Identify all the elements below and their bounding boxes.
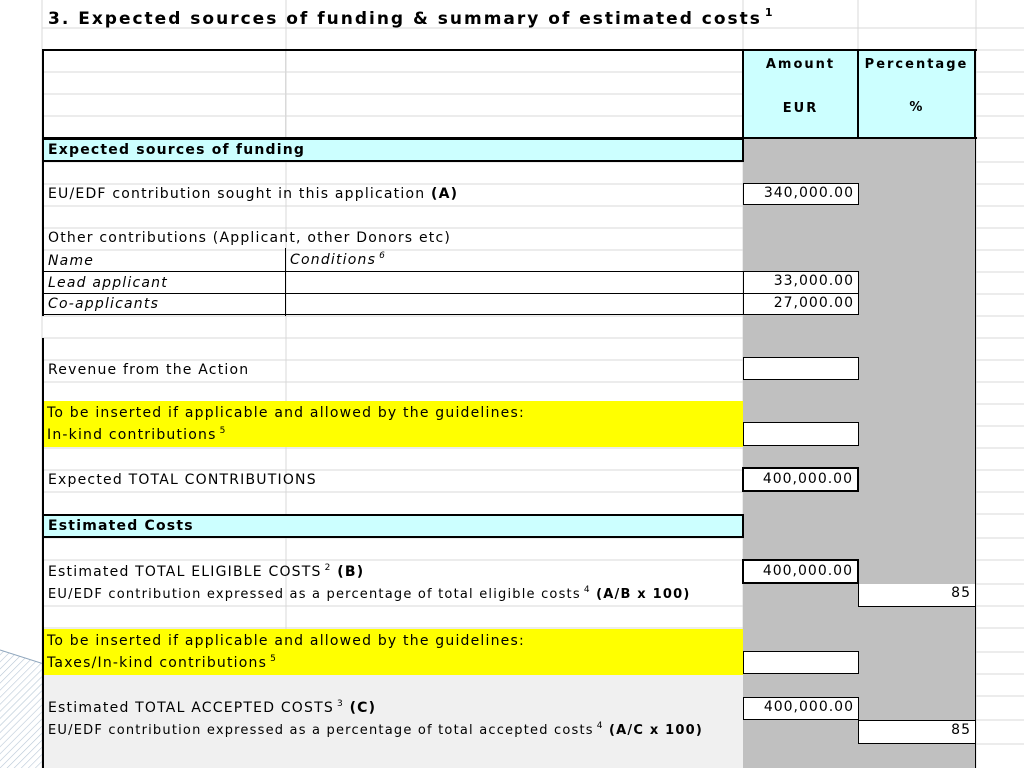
slide-corner-decoration [0, 612, 44, 768]
percent-symbol: % [909, 100, 924, 115]
amount-label: Amount [765, 57, 836, 72]
conditions-divider [285, 248, 286, 316]
co-applicants-conditions[interactable] [287, 294, 742, 314]
revenue-label: Revenue from the Action [48, 362, 250, 378]
taxes-amount[interactable] [743, 651, 859, 674]
accepted-pct-value[interactable]: 85 [858, 720, 976, 744]
lead-applicant-amount[interactable]: 33,000.00 [743, 271, 859, 294]
accepted-costs-amount[interactable]: 400,000.00 [743, 697, 859, 720]
left-border-lower [42, 338, 44, 768]
percentage-label: Percentage [864, 57, 969, 72]
eu-contribution-amount[interactable]: 340,000.00 [743, 183, 859, 205]
costs-section-header [42, 514, 744, 538]
co-applicants-label: Co-applicants [48, 296, 160, 312]
header-divider [285, 51, 286, 137]
total-contributions-label: Expected TOTAL CONTRIBUTIONS [48, 472, 317, 488]
lead-applicant-label: Lead applicant [48, 275, 168, 291]
accepted-costs-label: Estimated TOTAL ACCEPTED COSTS $^3$ (C) [48, 699, 377, 716]
funding-section-title: Expected sources of funding [48, 142, 306, 158]
taxes-note: To be inserted if applicable and allowed by the guidelines: [47, 633, 525, 649]
eligible-costs-amount[interactable]: 400,000.00 [742, 559, 859, 584]
percentage-header [857, 49, 976, 139]
eligible-pct-label: EU/EDF contribution expressed as a percentage of total eligible costs $^4$ (A/B x 100) [48, 585, 691, 602]
taxes-label: Taxes/In-kind contributions $^5$ [47, 654, 278, 671]
inkind-label: In-kind contributions $^5$ [47, 426, 227, 443]
amount-header [742, 49, 859, 139]
taxes-highlight [42, 629, 743, 675]
accepted-pct-label: EU/EDF contribution expressed as a percentage of total accepted costs $^4$ (A/C x 100) [48, 721, 704, 738]
conditions-column-label: Conditions $^6$ [290, 251, 387, 268]
total-contributions-amount[interactable]: 400,000.00 [742, 467, 859, 492]
other-contributions-label: Other contributions (Applicant, other Donors etc) [48, 230, 452, 246]
eu-contribution-label: EU/EDF contribution sought in this application (A) [48, 186, 459, 202]
eur-label: EUR [782, 101, 819, 116]
table-right-border [975, 138, 976, 768]
lead-applicant-conditions[interactable] [287, 272, 742, 293]
inkind-highlight [42, 401, 743, 447]
costs-section-title: Estimated Costs [48, 518, 194, 534]
eligible-costs-label: Estimated TOTAL ELIGIBLE COSTS $^2$ (B) [48, 563, 365, 580]
sheet-title: 3. Expected sources of funding & summary of estimated costs $^1$ [48, 6, 775, 29]
revenue-amount[interactable] [743, 357, 859, 380]
co-applicants-amount[interactable]: 27,000.00 [743, 293, 859, 315]
inkind-amount[interactable] [743, 422, 859, 446]
row-line-3 [42, 314, 744, 315]
inkind-note: To be inserted if applicable and allowed by the guidelines: [47, 405, 525, 421]
name-column-label: Name [48, 253, 95, 269]
funding-section-header [42, 138, 744, 162]
eligible-pct-value[interactable]: 85 [858, 584, 976, 607]
